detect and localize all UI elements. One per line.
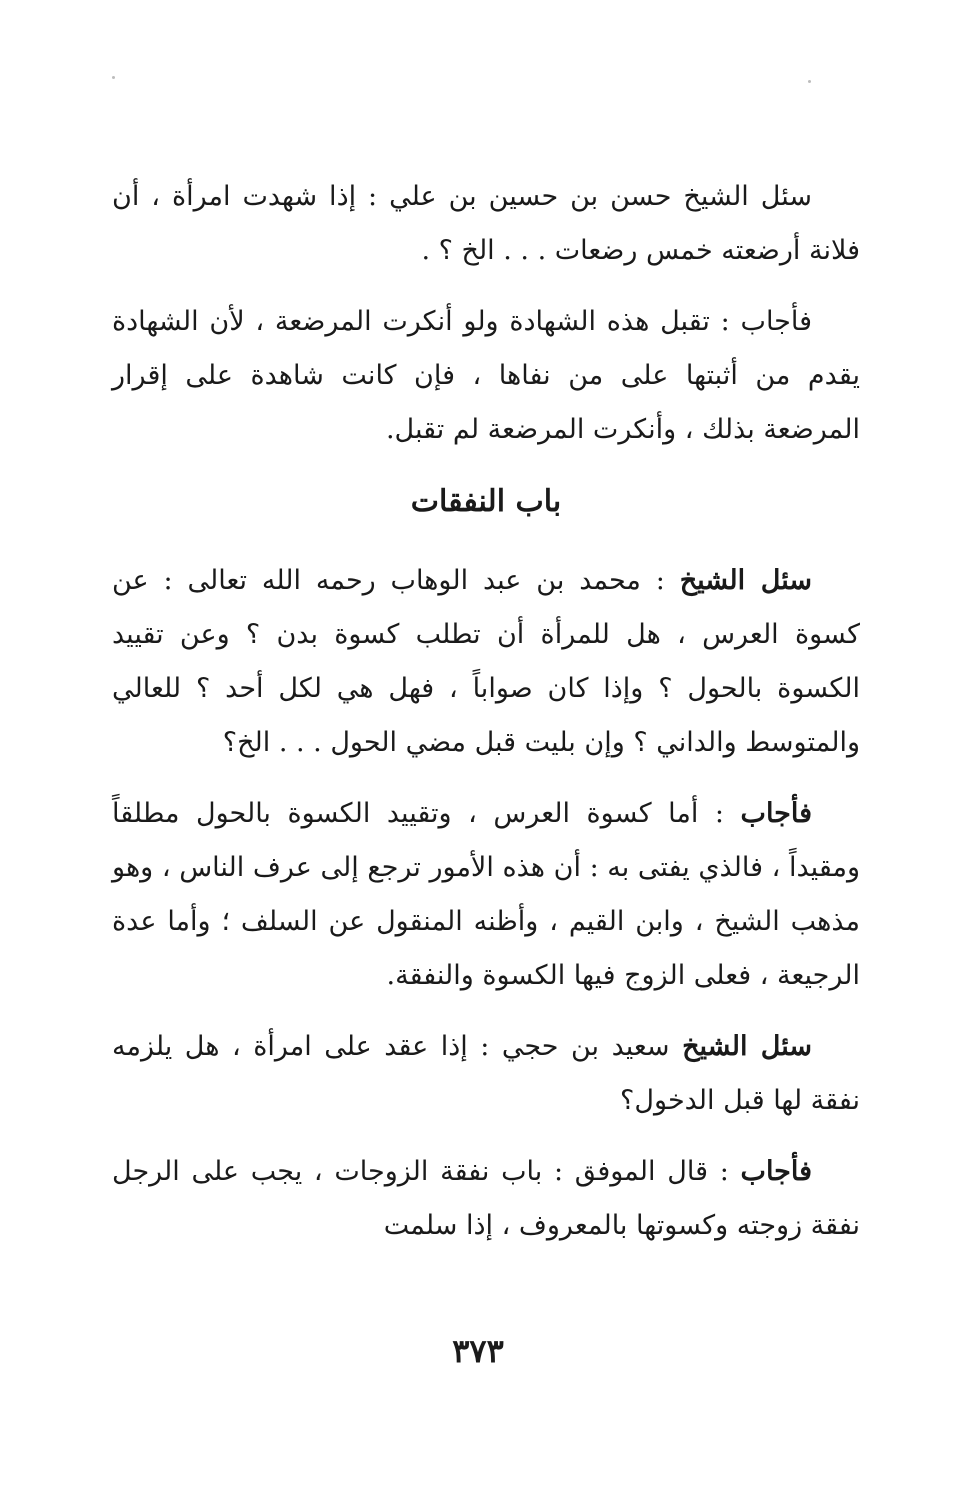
paragraph-text: : قال الموفق : باب نفقة الزوجات ، يجب على الرجل نفقة زوجته وكسوتها بالمعروف ، إذا سلمت bbox=[112, 1156, 860, 1241]
section-heading: باب النفقات bbox=[410, 484, 562, 519]
paragraph-text: سعيد بن حجي : إذا عقد على امرأة ، هل يلزمه نفقة لها قبل الدخول؟ bbox=[112, 1031, 860, 1116]
scan-speck bbox=[808, 80, 811, 83]
question-paragraph bbox=[112, 170, 860, 278]
scan-speck bbox=[112, 76, 115, 79]
answer-paragraph bbox=[112, 1145, 860, 1253]
paragraph-text: سئل الشيخ حسن بن حسين بن علي : إذا شهدت امرأة ، أن فلانة أرضعته خمس رضعات . . . الخ ؟ . bbox=[112, 181, 860, 266]
question-paragraph bbox=[112, 1020, 860, 1128]
answer-paragraph bbox=[112, 295, 860, 457]
answer-paragraph bbox=[112, 787, 860, 1003]
paragraph-text: فأجاب : تقبل هذه الشهادة ولو أنكرت المرضعة ، لأن الشهادة يقدم من أثبتها على من نفاها ، فإن كانت شاهدة على إقرار المرضعة بذلك ، وأنكرت المرضعة لم تقبل. bbox=[112, 306, 860, 445]
paragraph-lead: فأجاب bbox=[740, 1156, 812, 1187]
paragraph-lead: سئل الشيخ bbox=[682, 1031, 812, 1062]
paragraph-text: : محمد بن عبد الوهاب رحمه الله تعالى : عن كسوة العرس ، هل للمرأة أن تطلب كسوة بدن ؟ وعن تقييد الكسوة بالحول ؟ وإذا كان صواباً ، فهل هي لكل أحد ؟ للعالي والمتوسط والداني ؟ وإن بليت قبل مضي الحول . . . الخ؟ bbox=[112, 565, 860, 758]
page-number: ٣٧٣ bbox=[452, 1332, 504, 1370]
paragraph-lead: فأجاب bbox=[740, 798, 812, 829]
document-page bbox=[112, 170, 860, 1270]
paragraph-lead: سئل الشيخ bbox=[679, 565, 812, 596]
paragraph-text: : أما كسوة العرس ، وتقييد الكسوة بالحول مطلقاً ومقيداً ، فالذي يفتى به : أن هذه الأمور ترجع إلى عرف الناس ، وهو مذهب الشيخ ، وابن القيم ، وأظنه المنقول عن السلف ؛ وأما عدة الرجيعة ، فعلى الزوج فيها الكسوة والنفقة. bbox=[112, 798, 860, 991]
question-paragraph bbox=[112, 554, 860, 770]
